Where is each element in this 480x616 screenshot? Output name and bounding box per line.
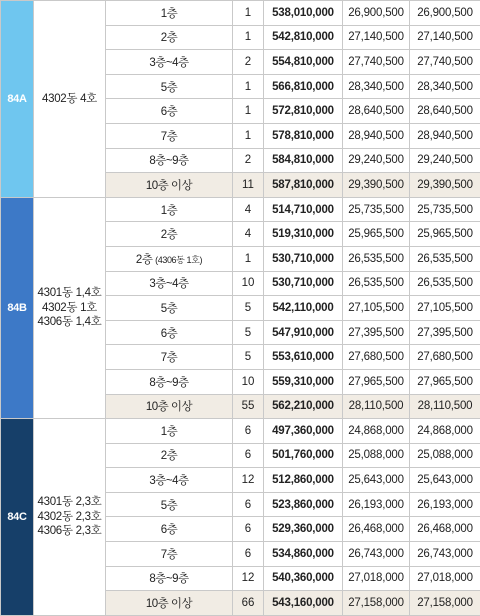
price-table-body <box>1 1 480 616</box>
payment-cell-2: 27,965,500 <box>410 369 480 394</box>
floor-label: 6층 <box>161 106 178 118</box>
dong-line: 4302동 4호 <box>34 92 105 106</box>
payment-cell-2: 28,110,500 <box>410 394 480 419</box>
floor-label: 7층 <box>161 549 178 561</box>
unit-count-cell: 2 <box>233 148 264 173</box>
payment-cell-1: 27,740,500 <box>343 50 410 75</box>
dong-cell <box>34 419 106 616</box>
unit-count-cell: 5 <box>233 345 264 370</box>
payment-cell-1: 24,868,000 <box>343 419 410 444</box>
floor-label: 7층 <box>161 352 178 364</box>
floor-cell <box>106 50 233 75</box>
payment-cell-1: 25,643,000 <box>343 468 410 493</box>
total-price-cell: 566,810,000 <box>264 74 343 99</box>
payment-cell-1: 28,640,500 <box>343 99 410 124</box>
payment-cell-1: 27,965,500 <box>343 369 410 394</box>
floor-cell <box>106 320 233 345</box>
payment-cell-2: 29,390,500 <box>410 173 480 198</box>
payment-cell-2: 29,240,500 <box>410 148 480 173</box>
floor-cell <box>106 99 233 124</box>
total-price-cell: 562,210,000 <box>264 394 343 419</box>
unit-type-cell: 84A <box>1 1 34 198</box>
payment-cell-2: 28,640,500 <box>410 99 480 124</box>
payment-cell-2: 26,468,000 <box>410 517 480 542</box>
unit-count-cell: 4 <box>233 222 264 247</box>
dong-line: 4302동 1호 <box>34 301 105 315</box>
payment-cell-2: 26,535,500 <box>410 246 480 271</box>
total-price-cell: 559,310,000 <box>264 369 343 394</box>
dong-cell <box>34 197 106 418</box>
floor-label: 5층 <box>161 500 178 512</box>
total-price-cell: 578,810,000 <box>264 123 343 148</box>
floor-label: 10층 이상 <box>146 180 192 192</box>
floor-cell <box>106 443 233 468</box>
total-price-cell: 543,160,000 <box>264 591 343 616</box>
payment-cell-2: 27,018,000 <box>410 566 480 591</box>
payment-cell-1: 29,240,500 <box>343 148 410 173</box>
unit-count-cell: 4 <box>233 197 264 222</box>
dong-line: 4306동 2,3호 <box>34 524 105 538</box>
floor-label: 5층 <box>161 82 178 94</box>
total-price-cell: 519,310,000 <box>264 222 343 247</box>
floor-cell <box>106 468 233 493</box>
unit-count-cell: 1 <box>233 123 264 148</box>
unit-count-cell: 1 <box>233 246 264 271</box>
payment-cell-2: 26,900,500 <box>410 1 480 26</box>
payment-cell-2: 25,088,000 <box>410 443 480 468</box>
unit-count-cell: 10 <box>233 369 264 394</box>
total-price-cell: 587,810,000 <box>264 173 343 198</box>
floor-cell <box>106 123 233 148</box>
total-price-cell: 530,710,000 <box>264 271 343 296</box>
total-price-cell: 542,810,000 <box>264 25 343 50</box>
floor-label: 3층~4층 <box>149 475 188 487</box>
total-price-cell: 538,010,000 <box>264 1 343 26</box>
total-price-cell: 572,810,000 <box>264 99 343 124</box>
floor-label: 2층 <box>161 450 178 462</box>
floor-label: 8층~9층 <box>149 377 188 389</box>
payment-cell-2: 26,535,500 <box>410 271 480 296</box>
payment-cell-2: 27,740,500 <box>410 50 480 75</box>
unit-count-cell: 1 <box>233 25 264 50</box>
payment-cell-1: 27,680,500 <box>343 345 410 370</box>
payment-cell-2: 26,193,000 <box>410 492 480 517</box>
payment-cell-2: 27,395,500 <box>410 320 480 345</box>
payment-cell-2: 27,140,500 <box>410 25 480 50</box>
floor-label: 6층 <box>161 328 178 340</box>
floor-cell <box>106 394 233 419</box>
payment-cell-1: 28,340,500 <box>343 74 410 99</box>
floor-cell <box>106 173 233 198</box>
unit-count-cell: 2 <box>233 50 264 75</box>
unit-count-cell: 55 <box>233 394 264 419</box>
unit-count-cell: 5 <box>233 320 264 345</box>
floor-cell <box>106 222 233 247</box>
unit-count-cell: 6 <box>233 443 264 468</box>
floor-label: 7층 <box>161 131 178 143</box>
unit-count-cell: 11 <box>233 173 264 198</box>
floor-cell <box>106 566 233 591</box>
unit-count-cell: 1 <box>233 1 264 26</box>
payment-cell-2: 25,965,500 <box>410 222 480 247</box>
total-price-cell: 501,760,000 <box>264 443 343 468</box>
payment-cell-1: 27,140,500 <box>343 25 410 50</box>
payment-cell-2: 25,643,000 <box>410 468 480 493</box>
floor-cell <box>106 492 233 517</box>
total-price-cell: 512,860,000 <box>264 468 343 493</box>
floor-note: (4306동 1호) <box>155 255 202 265</box>
floor-label: 1층 <box>161 426 178 438</box>
total-price-cell: 547,910,000 <box>264 320 343 345</box>
floor-label: 2층 <box>161 32 178 44</box>
payment-cell-1: 28,940,500 <box>343 123 410 148</box>
dong-line: 4301동 2,3호 <box>34 495 105 509</box>
unit-count-cell: 6 <box>233 419 264 444</box>
floor-cell <box>106 345 233 370</box>
unit-count-cell: 1 <box>233 74 264 99</box>
floor-cell <box>106 197 233 222</box>
payment-cell-2: 26,743,000 <box>410 542 480 567</box>
floor-cell <box>106 246 233 271</box>
unit-count-cell: 12 <box>233 468 264 493</box>
unit-count-cell: 1 <box>233 99 264 124</box>
floor-label: 3층~4층 <box>149 57 188 69</box>
floor-label: 10층 이상 <box>146 401 192 413</box>
payment-cell-1: 27,105,500 <box>343 296 410 321</box>
floor-cell <box>106 296 233 321</box>
total-price-cell: 553,610,000 <box>264 345 343 370</box>
payment-cell-1: 25,088,000 <box>343 443 410 468</box>
floor-label: 1층 <box>161 8 178 20</box>
floor-cell <box>106 271 233 296</box>
payment-cell-1: 29,390,500 <box>343 173 410 198</box>
payment-cell-1: 26,468,000 <box>343 517 410 542</box>
unit-count-cell: 6 <box>233 492 264 517</box>
payment-cell-2: 27,158,000 <box>410 591 480 616</box>
table-row <box>1 419 480 444</box>
floor-cell <box>106 369 233 394</box>
floor-cell <box>106 148 233 173</box>
dong-cell <box>34 1 106 198</box>
unit-count-cell: 66 <box>233 591 264 616</box>
payment-cell-2: 28,940,500 <box>410 123 480 148</box>
floor-label: 2층 <box>136 254 153 266</box>
floor-cell <box>106 25 233 50</box>
floor-cell <box>106 419 233 444</box>
payment-cell-1: 26,535,500 <box>343 271 410 296</box>
floor-label: 8층~9층 <box>149 155 188 167</box>
total-price-cell: 497,360,000 <box>264 419 343 444</box>
unit-count-cell: 10 <box>233 271 264 296</box>
floor-label: 10층 이상 <box>146 598 192 610</box>
payment-cell-2: 25,735,500 <box>410 197 480 222</box>
dong-line: 4302동 2,3호 <box>34 510 105 524</box>
total-price-cell: 523,860,000 <box>264 492 343 517</box>
floor-cell <box>106 542 233 567</box>
floor-cell <box>106 591 233 616</box>
payment-cell-1: 28,110,500 <box>343 394 410 419</box>
floor-label: 3층~4층 <box>149 278 188 290</box>
floor-label: 6층 <box>161 524 178 536</box>
floor-cell <box>106 517 233 542</box>
floor-label: 2층 <box>161 229 178 241</box>
total-price-cell: 542,110,000 <box>264 296 343 321</box>
total-price-cell: 584,810,000 <box>264 148 343 173</box>
payment-cell-2: 24,868,000 <box>410 419 480 444</box>
unit-count-cell: 12 <box>233 566 264 591</box>
payment-cell-1: 26,535,500 <box>343 246 410 271</box>
total-price-cell: 530,710,000 <box>264 246 343 271</box>
unit-type-cell: 84B <box>1 197 34 418</box>
floor-cell <box>106 1 233 26</box>
dong-line: 4301동 1,4호 <box>34 286 105 300</box>
table-row <box>1 197 480 222</box>
dong-line: 4306동 1,4호 <box>34 315 105 329</box>
unit-type-cell: 84C <box>1 419 34 616</box>
payment-cell-2: 27,105,500 <box>410 296 480 321</box>
payment-cell-1: 25,735,500 <box>343 197 410 222</box>
total-price-cell: 540,360,000 <box>264 566 343 591</box>
unit-count-cell: 5 <box>233 296 264 321</box>
unit-count-cell: 6 <box>233 542 264 567</box>
payment-cell-1: 26,900,500 <box>343 1 410 26</box>
payment-cell-1: 27,018,000 <box>343 566 410 591</box>
floor-cell <box>106 74 233 99</box>
floor-label: 8층~9층 <box>149 573 188 585</box>
total-price-cell: 529,360,000 <box>264 517 343 542</box>
total-price-cell: 534,860,000 <box>264 542 343 567</box>
payment-cell-1: 25,965,500 <box>343 222 410 247</box>
payment-cell-2: 27,680,500 <box>410 345 480 370</box>
payment-cell-2: 28,340,500 <box>410 74 480 99</box>
payment-cell-1: 26,193,000 <box>343 492 410 517</box>
payment-cell-1: 26,743,000 <box>343 542 410 567</box>
total-price-cell: 514,710,000 <box>264 197 343 222</box>
total-price-cell: 554,810,000 <box>264 50 343 75</box>
payment-cell-1: 27,158,000 <box>343 591 410 616</box>
floor-label: 5층 <box>161 303 178 315</box>
floor-label: 1층 <box>161 205 178 217</box>
table-row <box>1 1 480 26</box>
payment-cell-1: 27,395,500 <box>343 320 410 345</box>
unit-count-cell: 6 <box>233 517 264 542</box>
